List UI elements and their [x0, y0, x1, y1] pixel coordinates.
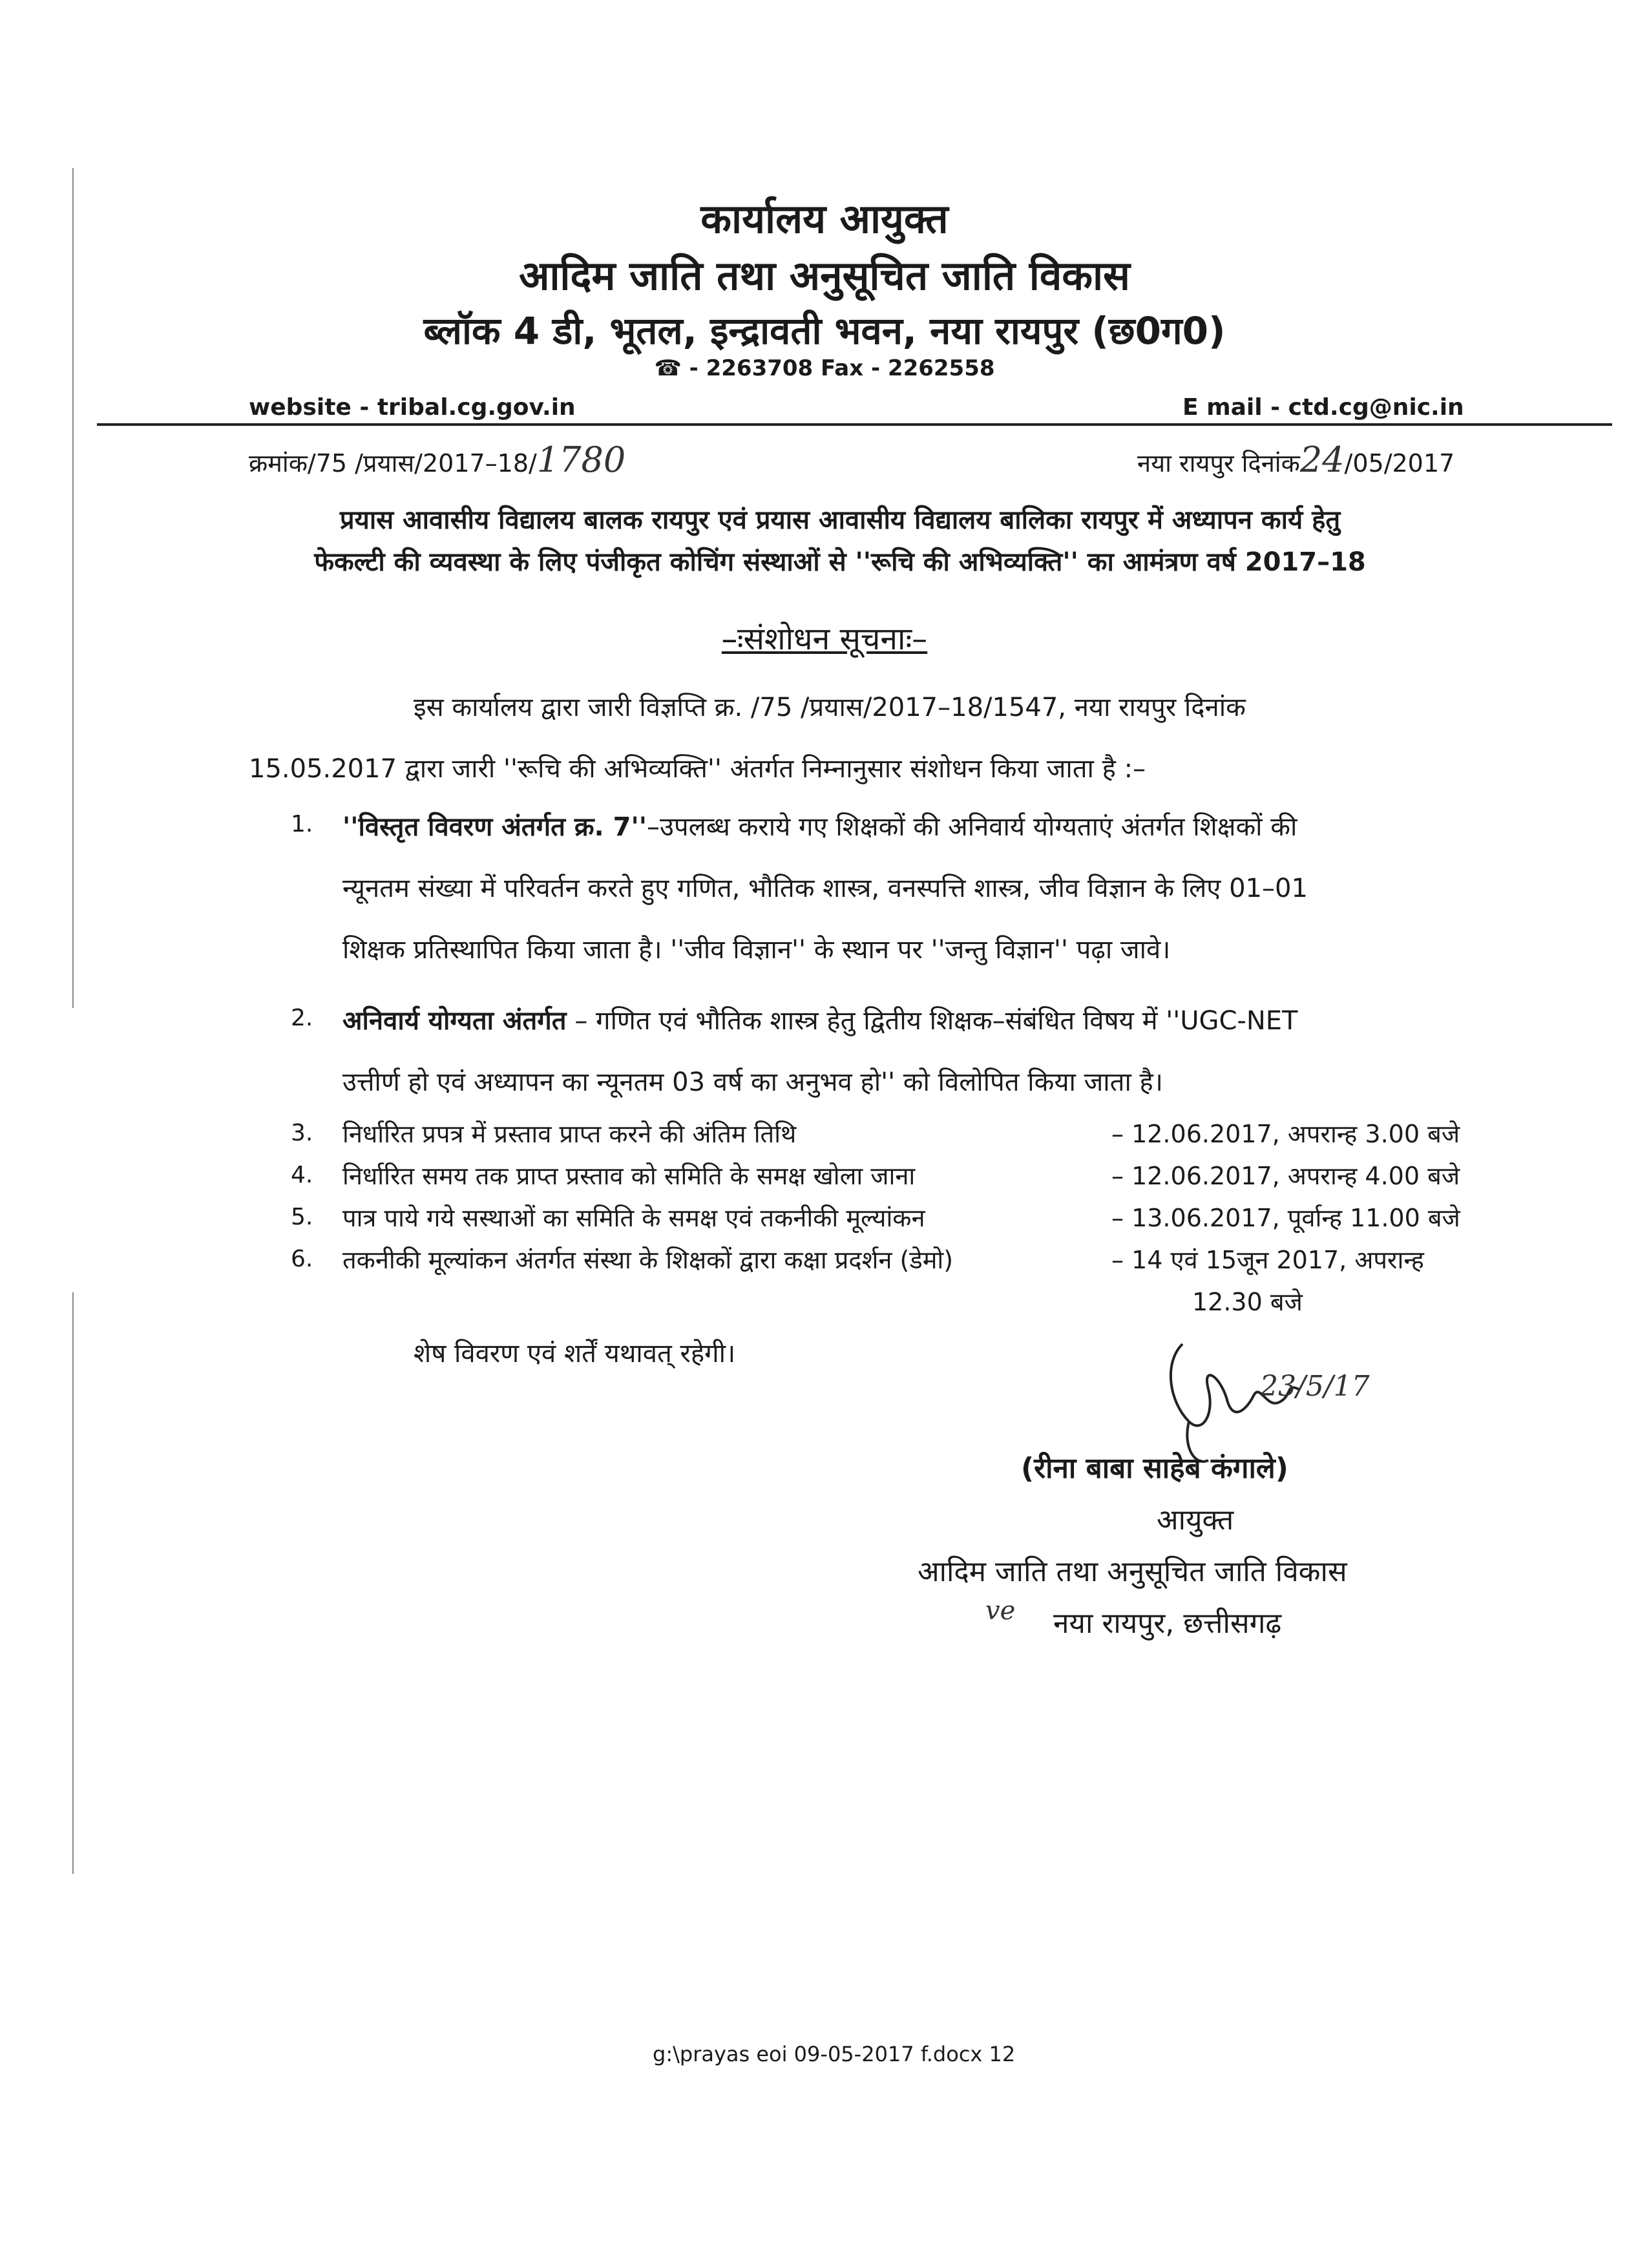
handwritten-day: 24: [1299, 439, 1345, 480]
schedule-item-text: निर्धारित प्रपत्र में प्रस्ताव प्राप्त करने की अंतिम तिथि: [342, 1120, 797, 1148]
office-address: ब्लॉक 4 डी, भूतल, इन्द्रावती भवन, नया रायपुर (छ0ग0): [423, 309, 1226, 353]
phone-icon: ☎: [654, 355, 682, 381]
item-2-line-1: [342, 992, 1297, 1050]
item-2-heading: अनिवार्य योग्यता अंतर्गत: [342, 1006, 567, 1036]
item-number: 6.: [291, 1246, 313, 1272]
schedule-item-value: – 12.06.2017, अपरान्ह 3.00 बजे: [1111, 1120, 1460, 1148]
reference-number: [249, 439, 625, 480]
website-text: website - tribal.cg.gov.in: [249, 394, 576, 421]
schedule-item-value: – 12.06.2017, अपरान्ह 4.00 बजे: [1111, 1162, 1460, 1190]
schedule-item-value-cont: 12.30 बजे: [1192, 1288, 1303, 1316]
signature-date: 23/5/17: [1260, 1370, 1370, 1403]
department-name: आदिम जाति तथा अनुसूचित जाति विकास: [519, 252, 1130, 299]
date-prefix: नया रायपुर दिनांक: [1137, 449, 1300, 478]
reference-text: क्रमांक/75 /प्रयास/2017–18/: [249, 449, 537, 478]
header-divider: [97, 423, 1612, 426]
phone-fax-numbers: - 2263708 Fax - 2262558: [681, 355, 995, 381]
item-1-heading: ''विस्तृत विवरण अंतर्गत क्र. 7'': [342, 812, 647, 842]
file-path-footer: g:\prayas eoi 09-05-2017 f.docx 12: [653, 2042, 1016, 2066]
intro-line-1: इस कार्यालय द्वारा जारी विज्ञप्ति क्र. /75 /प्रयास/2017–18/1547, नया रायपुर दिनांक: [414, 693, 1246, 722]
item-number: 2.: [291, 1005, 313, 1031]
office-title: कार्यालय आयुक्त: [700, 195, 949, 242]
handwritten-initials: ve: [985, 1596, 1016, 1626]
handwritten-number: 1780: [536, 439, 626, 480]
signatory-place: नया रायपुर, छत्तीसगढ़: [1053, 1607, 1282, 1640]
schedule-item-value: – 14 एवं 15जून 2017, अपरान्ह: [1111, 1246, 1424, 1274]
reference-date: [1137, 439, 1455, 480]
item-number: 1.: [291, 811, 313, 837]
schedule-item-text: निर्धारित समय तक प्राप्त प्रस्ताव को समिति के समक्ष खोला जाना: [342, 1162, 916, 1190]
schedule-item-value: – 13.06.2017, पूर्वान्ह 11.00 बजे: [1111, 1204, 1460, 1232]
item-1-line-3: शिक्षक प्रतिस्थापित किया जाता है। ''जीव विज्ञान'' के स्थान पर ''जन्तु विज्ञान'' पढ़ा जावे।: [342, 935, 1171, 965]
schedule-item-text: पात्र पाये गये सस्थाओं का समिति के समक्ष एवं तकनीकी मूल्यांकन: [342, 1204, 925, 1232]
date-suffix: /05/2017: [1344, 449, 1455, 478]
signatory-name: (रीना बाबा साहेब कंगाले): [1021, 1452, 1288, 1485]
item-number: 5.: [291, 1204, 313, 1230]
signatory-department: आदिम जाति तथा अनुसूचित जाति विकास: [918, 1555, 1347, 1588]
scan-margin-line: [72, 168, 74, 1008]
subject-line-2: फेकल्टी की व्यवस्था के लिए पंजीकृत कोचिंग संस्थाओं से ''रूचि की अभिव्यक्ति'' का आमंत्रण वर्ष 2017–18: [314, 547, 1366, 577]
item-2-line-2: उत्तीर्ण हो एवं अध्यापन का न्यूनतम 03 वर्ष का अनुभव हो'' को विलोपित किया जाता है।: [342, 1067, 1163, 1097]
amendment-title: –ःसंशोधन सूचनाः–: [721, 621, 928, 657]
item-1-text: –उपलब्ध कराये गए शिक्षकों की अनिवार्य योग्यताएं अंतर्गत शिक्षकों की: [647, 812, 1297, 842]
subject-line-1: प्रयास आवासीय विद्यालय बालक रायपुर एवं प्रयास आवासीय विद्यालय बालिका रायपुर में अध्यापन कार्य हेतु: [339, 505, 1341, 535]
item-number: 3.: [291, 1120, 313, 1146]
item-number: 4.: [291, 1162, 313, 1188]
scan-margin-line: [72, 1292, 74, 1874]
contact-phone: [0, 355, 1649, 381]
item-1-line-1: [342, 798, 1297, 856]
intro-line-2: 15.05.2017 द्वारा जारी ''रूचि की अभिव्यक्ति'' अंतर्गत निम्नानुसार संशोधन किया जाता है :–: [249, 754, 1146, 784]
item-1-line-2: न्यूनतम संख्या में परिवर्तन करते हुए गणित, भौतिक शास्त्र, वनस्पत्ति शास्त्र, जीव विज्ञान के लिए 01–01: [342, 874, 1308, 903]
email-text: E mail - ctd.cg@nic.in: [1182, 394, 1464, 421]
item-2-text: – गणित एवं भौतिक शास्त्र हेतु द्वितीय शिक्षक–संबंधित विषय में ''UGC-NET: [566, 1006, 1298, 1036]
schedule-item-text: तकनीकी मूल्यांकन अंतर्गत संस्था के शिक्षकों द्वारा कक्षा प्रदर्शन (डेमो): [342, 1246, 954, 1274]
closing-statement: शेष विवरण एवं शर्तें यथावत् रहेगी।: [414, 1339, 736, 1369]
signatory-title: आयुक्त: [1157, 1504, 1234, 1537]
